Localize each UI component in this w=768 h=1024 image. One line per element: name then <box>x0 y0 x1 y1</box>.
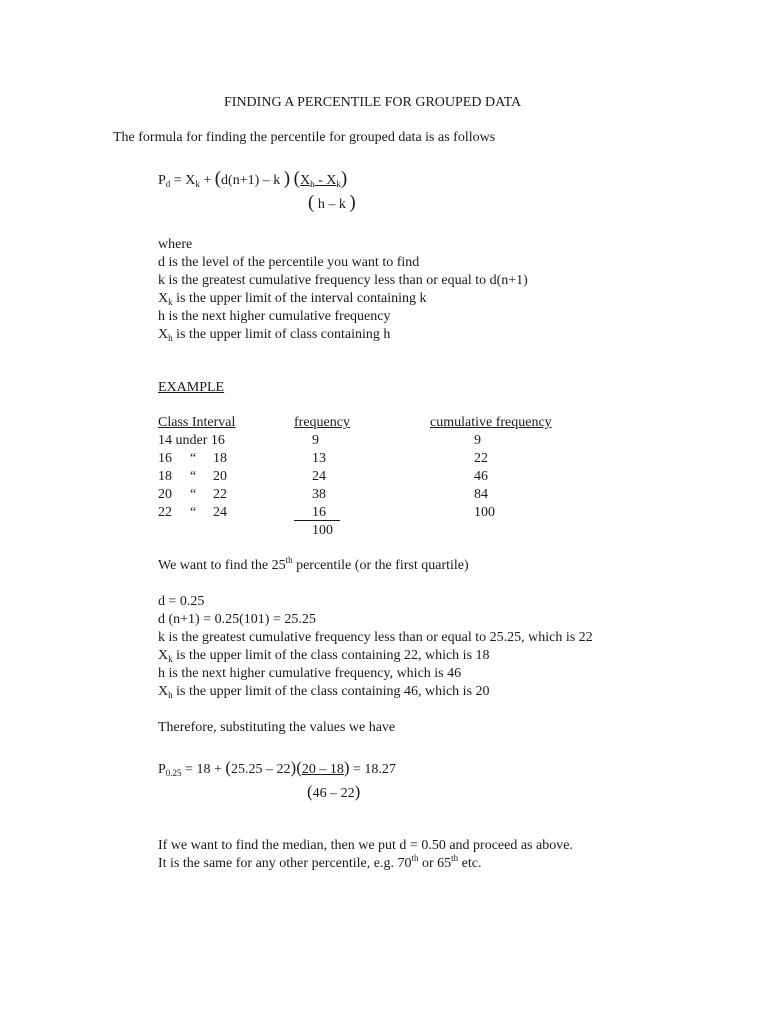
formula-fraction-numerator: $X_h - X_k$ <box>299 173 341 189</box>
frequency-total: 100 <box>312 523 333 538</box>
step-dn: d (n+1) = 0.25(101) = 25.25 <box>158 612 316 627</box>
step-h: h is the next higher cumulative frequency, which is 46 <box>158 666 462 681</box>
definition-xk: $X_k$ is the upper limit of the interval containing k <box>158 291 427 307</box>
where-heading: where <box>158 237 193 252</box>
definition-xh: $X_h$ is the upper limit of class containing h <box>158 327 391 343</box>
sum-rule <box>294 520 340 521</box>
task-text: We want to find the 25th percentile (or the first quartile) <box>158 555 469 573</box>
table-row-frequency: 38 <box>312 487 326 502</box>
table-row-frequency: 9 <box>312 433 319 448</box>
percentile-formula: $P_d = X_k + (d(n+1) - k$ ) $(X_h - X_k)$ <box>158 168 348 189</box>
ditto-mark: “ <box>190 451 197 466</box>
closing-line-1: If we want to find the median, then we put d = 0.50 and proceed as above. <box>158 838 573 853</box>
table-row-frequency: 24 <box>312 469 326 484</box>
table-row-cumulative: 84 <box>474 487 488 502</box>
formula-xk: = X <box>173 173 196 188</box>
table-row-class: 20 <box>158 487 172 502</box>
page-title: FINDING A PERCENTILE FOR GROUPED DATA <box>224 95 522 110</box>
result-fraction-numerator: 20 – 18 <box>301 762 344 777</box>
intro-text: The formula for finding the percentile for grouped data is as follows <box>113 130 496 145</box>
result-formula: $P_{0.25} = 18 + (25.25 - 22)(20 - 18) = 18.27$ <box>158 758 396 778</box>
formula-numerator: d(n+1) – k <box>221 173 281 188</box>
table-row-class-upper: 24 <box>213 505 227 520</box>
ditto-mark: “ <box>190 469 197 484</box>
step-xh: $X_h$ is the upper limit of the class containing 46, which is 20 <box>158 684 490 700</box>
table-row-cumulative: 46 <box>474 469 488 484</box>
table-row-class: 14 under 16 <box>158 433 225 448</box>
definition-d: d is the level of the percentile you want to find <box>158 255 420 270</box>
result-fraction-denominator: (46 – 22) <box>307 782 361 801</box>
ditto-mark: “ <box>190 487 197 502</box>
table-row-class-upper: 20 <box>213 469 227 484</box>
header-cumulative-frequency: cumulative frequency <box>430 415 552 430</box>
table-row-cumulative: 100 <box>474 505 495 520</box>
header-class-interval: Class Interval <box>158 415 236 430</box>
table-row-class: 18 <box>158 469 172 484</box>
example-heading: EXAMPLE <box>158 380 225 395</box>
table-row-class: 22 <box>158 505 172 520</box>
closing-line-2: It is the same for any other percentile, e.g. 70th or 65th etc. <box>158 853 482 871</box>
definition-k: k is the greatest cumulative frequency less than or equal to d(n+1) <box>158 273 528 288</box>
table-row-class-upper: 22 <box>213 487 227 502</box>
definition-h: h is the next higher cumulative frequency <box>158 309 391 324</box>
table-row-frequency: 16 <box>312 505 326 520</box>
formula-lhs: P <box>158 173 166 188</box>
header-frequency: frequency <box>294 415 350 430</box>
ditto-mark: “ <box>190 505 197 520</box>
table-row-class-upper: 18 <box>213 451 227 466</box>
therefore-text: Therefore, substituting the values we have <box>158 720 396 735</box>
step-xk: $X_k$ is the upper limit of the class containing 22, which is 18 <box>158 648 490 664</box>
table-row-frequency: 13 <box>312 451 326 466</box>
table-row-cumulative: 9 <box>474 433 481 448</box>
table-row-class: 16 <box>158 451 172 466</box>
step-k: k is the greatest cumulative frequency less than or equal to 25.25, which is 22 <box>158 630 593 645</box>
step-d: d = 0.25 <box>158 594 205 609</box>
table-row-cumulative: 22 <box>474 451 488 466</box>
result-value: = 18.27 <box>349 762 396 777</box>
formula-fraction-denominator: ( h – k ) <box>308 192 356 213</box>
